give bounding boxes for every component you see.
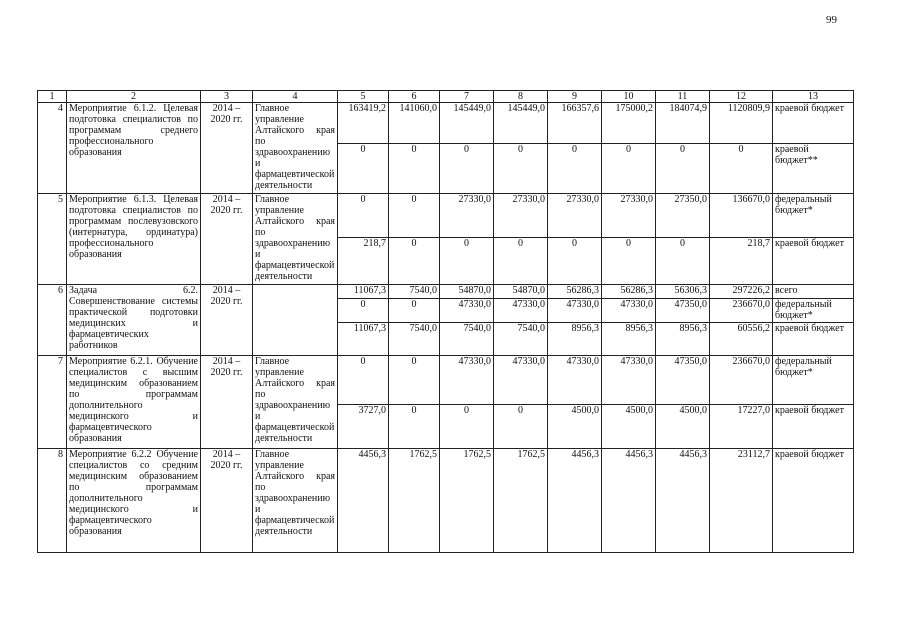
- funding-value: 56306,3: [656, 285, 710, 299]
- row-number: 5: [38, 194, 67, 285]
- funding-source: краевой бюджет: [773, 323, 854, 356]
- funding-value: 297226,2: [710, 285, 773, 299]
- funding-value: 0: [494, 238, 548, 285]
- period: 2014 – 2020 гг.: [201, 103, 253, 194]
- funding-value: 184074,9: [656, 103, 710, 144]
- funding-source: федеральный бюджет*: [773, 299, 854, 323]
- funding-value: 8956,3: [656, 323, 710, 356]
- funding-value: 11067,3: [338, 285, 389, 299]
- funding-value: 54870,0: [494, 285, 548, 299]
- funding-value: 4456,3: [656, 449, 710, 553]
- column-number-header: 9: [548, 91, 602, 103]
- funding-value: 0: [710, 144, 773, 194]
- funding-value: 0: [338, 299, 389, 323]
- table-row: [38, 285, 854, 299]
- funding-value: 27330,0: [440, 194, 494, 238]
- funding-source: краевой бюджет: [773, 103, 854, 144]
- column-number-header: 4: [253, 91, 338, 103]
- column-number-header: 1: [38, 91, 67, 103]
- funding-value: 0: [548, 144, 602, 194]
- period: 2014 – 2020 гг.: [201, 356, 253, 449]
- funding-value: 1762,5: [389, 449, 440, 553]
- funding-value: 0: [338, 194, 389, 238]
- funding-value: 0: [389, 144, 440, 194]
- program-table: [37, 90, 854, 553]
- column-number-header: 8: [494, 91, 548, 103]
- column-number-header: 3: [201, 91, 253, 103]
- funding-value: 1762,5: [494, 449, 548, 553]
- funding-value: 136670,0: [710, 194, 773, 238]
- funding-value: 0: [440, 238, 494, 285]
- funding-value: 4500,0: [548, 405, 602, 449]
- executor: [253, 285, 338, 356]
- funding-source: всего: [773, 285, 854, 299]
- row-number: 6: [38, 285, 67, 356]
- funding-value: 0: [389, 299, 440, 323]
- column-number-header: 13: [773, 91, 854, 103]
- funding-value: 236670,0: [710, 356, 773, 405]
- funding-value: 47330,0: [494, 356, 548, 405]
- table-row: [38, 103, 854, 144]
- row-number: 7: [38, 356, 67, 449]
- funding-source: краевой бюджет: [773, 449, 854, 553]
- funding-source: краевой бюджет: [773, 238, 854, 285]
- funding-value: 47330,0: [602, 299, 656, 323]
- funding-value: 27330,0: [494, 194, 548, 238]
- row-number: 4: [38, 103, 67, 194]
- funding-value: 0: [656, 238, 710, 285]
- table-row: [38, 356, 854, 405]
- funding-value: 0: [389, 194, 440, 238]
- column-number-header: 10: [602, 91, 656, 103]
- funding-value: 8956,3: [548, 323, 602, 356]
- funding-value: 47350,0: [656, 356, 710, 405]
- period: 2014 – 2020 гг.: [201, 449, 253, 553]
- funding-value: 0: [389, 356, 440, 405]
- funding-value: 8956,3: [602, 323, 656, 356]
- funding-value: 4456,3: [338, 449, 389, 553]
- funding-value: 47330,0: [440, 299, 494, 323]
- executor: Главное управление Алтайского края по здравоохранению и фармацевтической деятельности: [253, 194, 338, 285]
- funding-value: 0: [389, 238, 440, 285]
- funding-value: 54870,0: [440, 285, 494, 299]
- funding-value: 7540,0: [440, 323, 494, 356]
- funding-value: 4500,0: [656, 405, 710, 449]
- funding-value: 47330,0: [440, 356, 494, 405]
- funding-value: 145449,0: [494, 103, 548, 144]
- page-number: 99: [826, 14, 837, 26]
- funding-value: 0: [440, 144, 494, 194]
- funding-value: 1762,5: [440, 449, 494, 553]
- executor: Главное управление Алтайского края по здравоохранению и фармацевтической деятельности: [253, 103, 338, 194]
- funding-value: 218,7: [338, 238, 389, 285]
- funding-value: 145449,0: [440, 103, 494, 144]
- funding-value: 0: [338, 356, 389, 405]
- funding-value: 17227,0: [710, 405, 773, 449]
- funding-value: 4500,0: [602, 405, 656, 449]
- funding-value: 0: [494, 405, 548, 449]
- row-number: 8: [38, 449, 67, 553]
- funding-value: 0: [494, 144, 548, 194]
- funding-value: 141060,0: [389, 103, 440, 144]
- funding-value: 27330,0: [602, 194, 656, 238]
- column-number-header: 2: [67, 91, 201, 103]
- funding-value: 166357,6: [548, 103, 602, 144]
- column-number-header: 11: [656, 91, 710, 103]
- activity-name: Мероприятие 6.1.2. Целевая подготовка специалистов по программам среднего профессионального образования: [67, 103, 201, 194]
- funding-value: 56286,3: [602, 285, 656, 299]
- funding-source: краевой бюджет: [773, 405, 854, 449]
- funding-value: 27330,0: [548, 194, 602, 238]
- funding-source: федеральный бюджет*: [773, 194, 854, 238]
- table-row: [38, 194, 854, 238]
- funding-value: 4456,3: [602, 449, 656, 553]
- period: 2014 – 2020 гг.: [201, 194, 253, 285]
- funding-value: 236670,0: [710, 299, 773, 323]
- funding-source: краевой бюджет**: [773, 144, 854, 194]
- funding-value: 0: [389, 405, 440, 449]
- funding-value: 3727,0: [338, 405, 389, 449]
- funding-value: 218,7: [710, 238, 773, 285]
- period: 2014 – 2020 гг.: [201, 285, 253, 356]
- activity-name: Мероприятие 6.1.3. Целевая подготовка специалистов по программам послевузовского (интернатура, ординатура) профессионального образования: [67, 194, 201, 285]
- funding-value: 7540,0: [389, 285, 440, 299]
- funding-value: 0: [548, 238, 602, 285]
- funding-value: 0: [338, 144, 389, 194]
- funding-value: 47330,0: [548, 299, 602, 323]
- activity-name: Мероприятие 6.2.2 Обучение специалистов со средним медицинским образованием по программам дополнительного медицинского и фармацевтического образования: [67, 449, 201, 553]
- activity-name: Мероприятие 6.2.1. Обучение специалистов с высшим медицинским образованием по программам дополнительного медицинского и фармацевтического образования: [67, 356, 201, 449]
- executor: Главное управление Алтайского края по здравоохранению и фармацевтической деятельности: [253, 356, 338, 449]
- funding-value: 175000,2: [602, 103, 656, 144]
- table-row: [38, 449, 854, 553]
- funding-value: 47330,0: [548, 356, 602, 405]
- funding-value: 60556,2: [710, 323, 773, 356]
- funding-value: 0: [656, 144, 710, 194]
- header-row: [38, 91, 854, 103]
- funding-value: 56286,3: [548, 285, 602, 299]
- funding-value: 47350,0: [656, 299, 710, 323]
- funding-value: 47330,0: [602, 356, 656, 405]
- funding-value: 7540,0: [494, 323, 548, 356]
- funding-value: 0: [602, 144, 656, 194]
- funding-value: 23112,7: [710, 449, 773, 553]
- executor: Главное управление Алтайского края по здравоохранению и фармацевтической деятельности: [253, 449, 338, 553]
- funding-value: 11067,3: [338, 323, 389, 356]
- funding-value: 1120809,9: [710, 103, 773, 144]
- funding-value: 7540,0: [389, 323, 440, 356]
- funding-value: 163419,2: [338, 103, 389, 144]
- funding-source: федеральный бюджет*: [773, 356, 854, 405]
- activity-name: Задача 6.2. Совершенствование системы практической подготовки медицинских и фармацевтических работников: [67, 285, 201, 356]
- column-number-header: 6: [389, 91, 440, 103]
- funding-value: 4456,3: [548, 449, 602, 553]
- funding-value: 47330,0: [494, 299, 548, 323]
- funding-value: 0: [440, 405, 494, 449]
- column-number-header: 12: [710, 91, 773, 103]
- column-number-header: 7: [440, 91, 494, 103]
- funding-value: 27350,0: [656, 194, 710, 238]
- funding-value: 0: [602, 238, 656, 285]
- column-number-header: 5: [338, 91, 389, 103]
